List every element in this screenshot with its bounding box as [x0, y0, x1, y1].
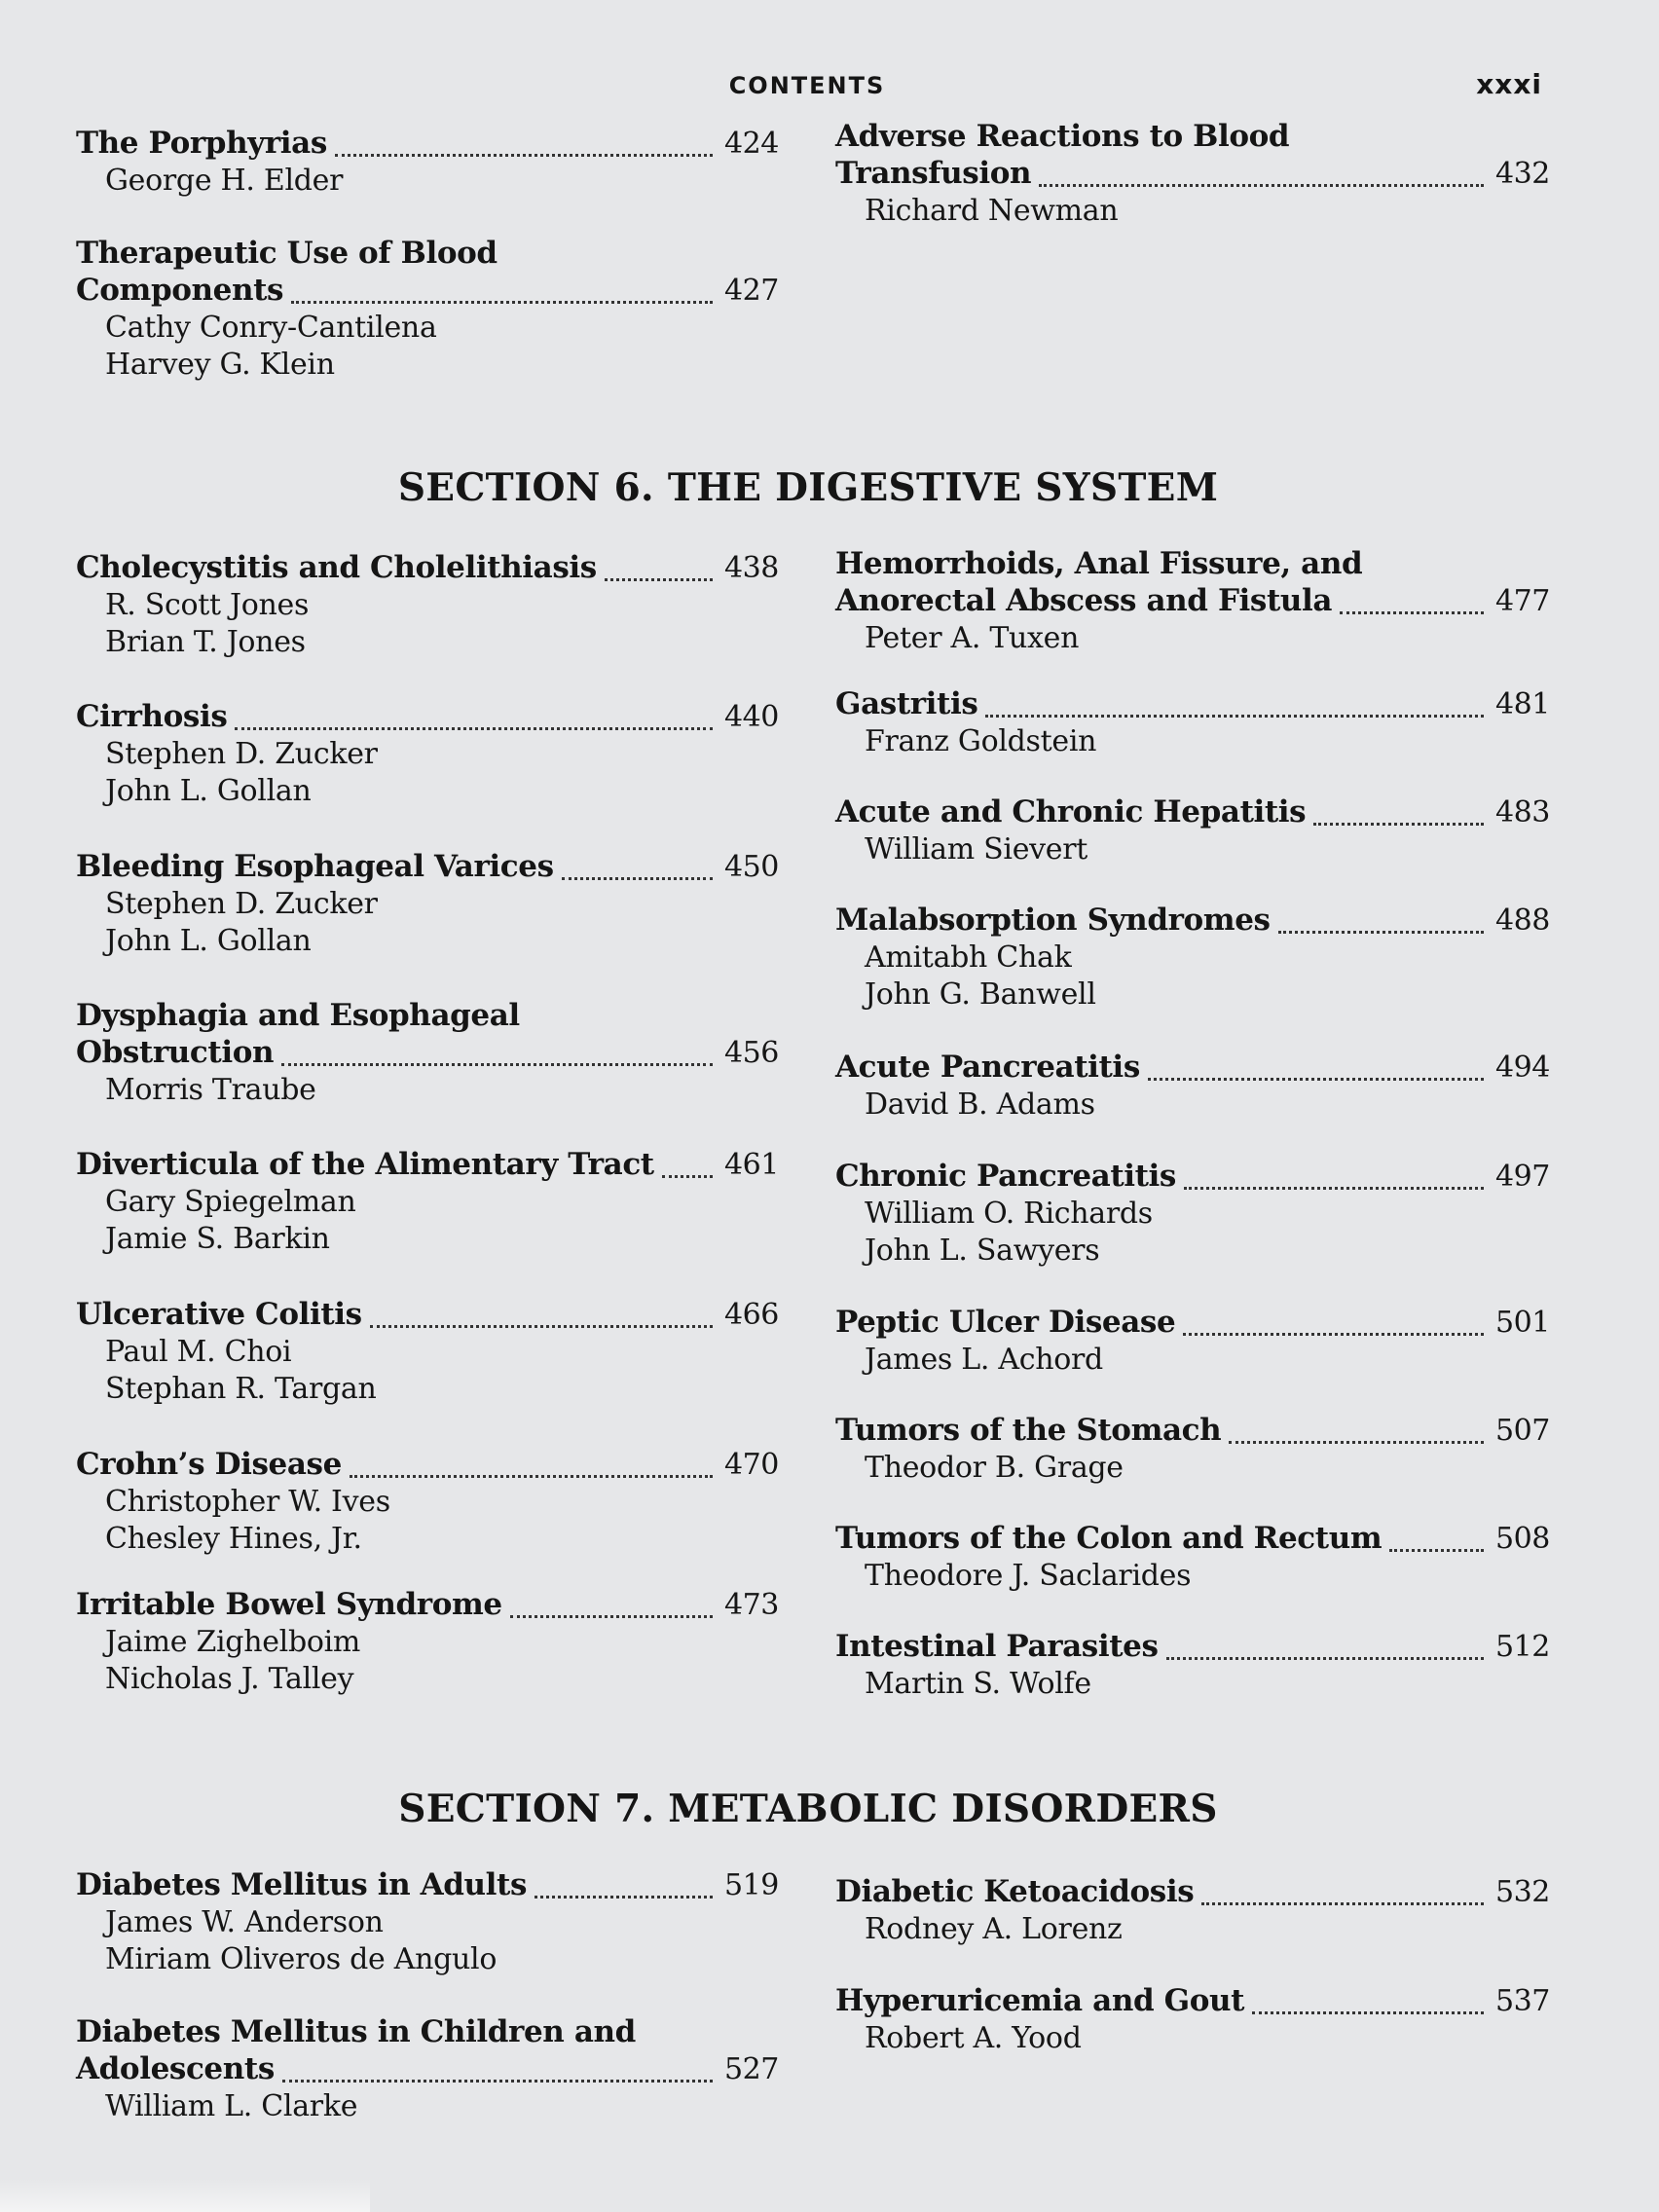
section-heading: SECTION 7. METABOLIC DISORDERS [398, 1787, 1218, 1831]
dot-leader [1340, 602, 1484, 614]
entry-author: Stephan R. Targan [105, 1372, 377, 1406]
dot-leader [1313, 813, 1484, 826]
entry-author: Jamie S. Barkin [105, 1222, 330, 1256]
entry-title-line [76, 126, 779, 163]
toc-entry[interactable] [76, 699, 779, 810]
entry-title: Cirrhosis [76, 699, 228, 734]
entry-author: Harvey G. Klein [105, 348, 335, 382]
entry-page-number: 473 [723, 1588, 779, 1622]
entry-author: R. Scott Jones [105, 588, 310, 622]
dot-leader [510, 1605, 713, 1618]
entry-title-continued: Transfusion [835, 156, 1032, 191]
entry-author: Stephen D. Zucker [105, 887, 378, 921]
dot-leader [1039, 174, 1484, 187]
toc-entry[interactable] [835, 1305, 1550, 1379]
running-title: CONTENTS [728, 72, 886, 99]
entry-title: Diabetes Mellitus in Adults [76, 1867, 528, 1902]
entry-author: Stephen D. Zucker [105, 737, 378, 771]
dot-leader [1229, 1431, 1484, 1444]
entry-author: Morris Traube [105, 1073, 316, 1107]
entry-title: Adverse Reactions to Blood [835, 119, 1290, 154]
toc-entry[interactable] [835, 794, 1550, 868]
entry-title-line [76, 273, 779, 310]
dot-leader [1389, 1539, 1484, 1552]
entry-page-number: 432 [1494, 157, 1550, 191]
entry-author: George H. Elder [105, 164, 344, 198]
entry-title-line [835, 794, 1550, 831]
dot-leader [1148, 1068, 1484, 1081]
entry-title: Tumors of the Stomach [835, 1413, 1222, 1448]
entry-page-number: 494 [1494, 1051, 1550, 1085]
entry-title: Dysphagia and Esophageal [76, 998, 520, 1033]
entry-author: Brian T. Jones [105, 625, 306, 659]
entry-title-line [835, 1629, 1550, 1666]
entry-page-number: 501 [1494, 1306, 1550, 1340]
dot-leader [282, 2070, 713, 2083]
dot-leader [281, 1053, 713, 1066]
toc-entry[interactable] [835, 119, 1550, 230]
entry-title-line [76, 1035, 779, 1072]
entry-author: Cathy Conry-Cantilena [105, 311, 437, 345]
toc-entry[interactable] [76, 1297, 779, 1408]
entry-title: Ulcerative Colitis [76, 1297, 362, 1332]
entry-title-line [835, 583, 1550, 620]
entry-page-number: 527 [723, 2052, 779, 2086]
dot-leader [985, 705, 1484, 718]
entry-author: Paul M. Choi [105, 1335, 292, 1369]
entry-title-line [835, 156, 1550, 193]
entry-page-number: 497 [1494, 1160, 1550, 1194]
toc-entry[interactable] [835, 1413, 1550, 1487]
entry-title-line [835, 686, 1550, 723]
entry-title-line [835, 1983, 1550, 2020]
entry-page-number: 427 [723, 274, 779, 308]
entry-page-number: 477 [1494, 584, 1550, 618]
entry-author: John L. Gollan [105, 774, 312, 808]
entry-title-continued: Components [76, 273, 284, 308]
entry-page-number: 424 [723, 127, 779, 161]
toc-entry[interactable] [835, 546, 1550, 657]
toc-entry[interactable] [835, 1521, 1550, 1595]
entry-author: Richard Newman [865, 194, 1119, 228]
entry-title: Therapeutic Use of Blood [76, 236, 498, 271]
entry-title-line [76, 849, 779, 886]
entry-title: Gastritis [835, 686, 978, 721]
entry-title: Hyperuricemia and Gout [835, 1983, 1245, 2018]
toc-entry[interactable] [76, 1867, 779, 1978]
entry-author: Peter A. Tuxen [865, 621, 1080, 655]
entry-title: Malabsorption Syndromes [835, 903, 1271, 938]
entry-title-line [76, 1297, 779, 1334]
entry-title-line [835, 903, 1550, 940]
toc-entry[interactable] [76, 1587, 779, 1698]
toc-entry[interactable] [835, 1983, 1550, 2057]
toc-entry[interactable] [835, 686, 1550, 760]
entry-title-line [76, 1447, 779, 1484]
toc-entry[interactable] [76, 2014, 779, 2125]
entry-title: Acute and Chronic Hepatitis [835, 794, 1307, 830]
entry-title-line [76, 2051, 779, 2088]
entry-title: Intestinal Parasites [835, 1629, 1159, 1664]
entry-author: Gary Spiegelman [105, 1185, 356, 1219]
toc-entry[interactable] [835, 1874, 1550, 1948]
entry-author: William Sievert [865, 832, 1088, 866]
entry-title: Diabetes Mellitus in Children and [76, 2014, 636, 2049]
dot-leader [1278, 921, 1484, 934]
dot-leader [350, 1465, 713, 1478]
toc-entry[interactable] [76, 998, 779, 1109]
entry-author: Chesley Hines, Jr. [105, 1522, 362, 1556]
dot-leader [235, 718, 713, 730]
entry-title-line [835, 1050, 1550, 1087]
entry-title-line [76, 699, 779, 736]
entry-title: Diabetic Ketoacidosis [835, 1874, 1195, 1909]
entry-title-line [835, 1874, 1550, 1911]
entry-title: The Porphyrias [76, 126, 327, 161]
entry-title: Tumors of the Colon and Rectum [835, 1521, 1382, 1556]
entry-title: Chronic Pancreatitis [835, 1159, 1176, 1194]
entry-title: Irritable Bowel Syndrome [76, 1587, 502, 1622]
entry-author: Martin S. Wolfe [865, 1667, 1091, 1701]
entry-page-number: 456 [723, 1036, 779, 1070]
dot-leader [335, 144, 713, 157]
entry-page-number: 512 [1494, 1630, 1550, 1664]
entry-title-line [76, 1587, 779, 1624]
entry-author: William O. Richards [865, 1197, 1153, 1231]
dot-leader [662, 1165, 713, 1178]
entry-author: Franz Goldstein [865, 724, 1097, 758]
entry-title-continued: Adolescents [76, 2051, 275, 2086]
entry-page-number: 508 [1494, 1522, 1550, 1556]
toc-entry[interactable] [76, 126, 779, 200]
entry-author: Theodore J. Saclarides [865, 1559, 1192, 1593]
entry-author: James W. Anderson [105, 1905, 384, 1939]
dot-leader [1201, 1893, 1484, 1905]
dot-leader [1184, 1177, 1484, 1190]
entry-title-line [835, 1159, 1550, 1196]
entry-title-line [835, 1521, 1550, 1558]
entry-page-number: 461 [723, 1148, 779, 1182]
entry-page-number: 532 [1494, 1875, 1550, 1909]
entry-title: Peptic Ulcer Disease [835, 1305, 1176, 1340]
page-folio: xxxi [1476, 68, 1542, 100]
entry-author: Miriam Oliveros de Angulo [105, 1942, 498, 1976]
entry-title-continued: Anorectal Abscess and Fistula [835, 583, 1333, 618]
entry-page-number: 519 [723, 1868, 779, 1902]
entry-author: Robert A. Yood [865, 2021, 1082, 2055]
entry-title: Hemorrhoids, Anal Fissure, and [835, 546, 1363, 581]
dot-leader [370, 1315, 713, 1328]
toc-entry[interactable] [76, 849, 779, 960]
toc-entry[interactable] [835, 1159, 1550, 1270]
entry-page-number: 537 [1494, 1984, 1550, 2018]
entry-page-number: 488 [1494, 903, 1550, 938]
toc-entry[interactable] [76, 550, 779, 661]
entry-page-number: 466 [723, 1298, 779, 1332]
entry-title-line [76, 1867, 779, 1904]
entry-author: David B. Adams [865, 1088, 1095, 1122]
watermark-strip [0, 2179, 370, 2212]
entry-page-number: 438 [723, 551, 779, 585]
dot-leader [1183, 1323, 1484, 1336]
entry-page-number: 470 [723, 1448, 779, 1482]
entry-page-number: 481 [1494, 687, 1550, 721]
entry-title: Crohn’s Disease [76, 1447, 342, 1482]
section-heading: SECTION 6. THE DIGESTIVE SYSTEM [397, 465, 1219, 510]
toc-entry[interactable] [835, 903, 1550, 1014]
entry-author: Jaime Zighelboim [105, 1625, 361, 1659]
entry-title: Cholecystitis and Cholelithiasis [76, 550, 597, 585]
toc-entry[interactable] [76, 236, 779, 384]
toc-entry[interactable] [76, 1447, 779, 1558]
toc-entry[interactable] [76, 1147, 779, 1258]
running-head [0, 68, 1659, 107]
entry-author: John L. Gollan [105, 924, 312, 958]
dot-leader [605, 569, 713, 581]
toc-entry[interactable] [835, 1629, 1550, 1703]
entry-title-line [76, 550, 779, 587]
dot-leader [291, 291, 713, 304]
entry-author: Nicholas J. Talley [105, 1662, 354, 1696]
entry-title-line [835, 1413, 1550, 1450]
entry-title-line [76, 1147, 779, 1184]
entry-title-line [835, 1305, 1550, 1342]
entry-author: Christopher W. Ives [105, 1485, 390, 1519]
entry-page-number: 440 [723, 700, 779, 734]
entry-author: Theodor B. Grage [865, 1451, 1124, 1485]
entry-author: Rodney A. Lorenz [865, 1912, 1123, 1946]
dot-leader [1166, 1647, 1484, 1660]
dot-leader [1252, 2002, 1484, 2014]
entry-page-number: 507 [1494, 1414, 1550, 1448]
entry-author: John G. Banwell [865, 977, 1096, 1012]
entry-author: John L. Sawyers [865, 1234, 1100, 1268]
entry-title: Bleeding Esophageal Varices [76, 849, 554, 884]
entry-author: Amitabh Chak [865, 940, 1072, 975]
entry-title: Diverticula of the Alimentary Tract [76, 1147, 654, 1182]
entry-title: Acute Pancreatitis [835, 1050, 1140, 1085]
entry-title-continued: Obstruction [76, 1035, 275, 1070]
dot-leader [562, 867, 713, 880]
dot-leader [535, 1886, 713, 1899]
entry-author: William L. Clarke [105, 2089, 358, 2123]
entry-page-number: 483 [1494, 795, 1550, 830]
toc-entry[interactable] [835, 1050, 1550, 1124]
entry-page-number: 450 [723, 850, 779, 884]
entry-author: James L. Achord [865, 1343, 1103, 1377]
